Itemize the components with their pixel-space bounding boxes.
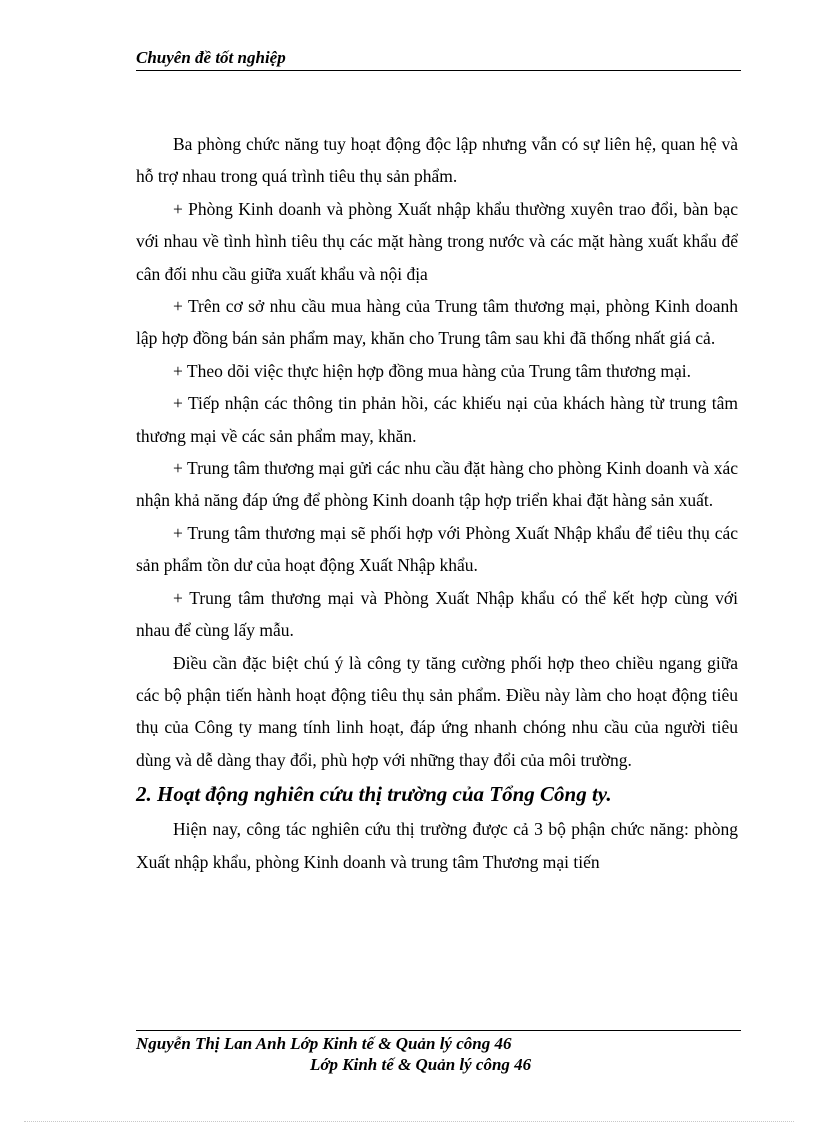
paragraph: + Theo dõi việc thực hiện hợp đồng mua hàng của Trung tâm thương mại. [173, 360, 691, 381]
paragraph: + Trên cơ sở nhu cầu mua hàng của Trung tâm thương mại, phòng Kinh doanh lập hợp đồng bán sản phẩm may, khăn cho Trung tâm sau khi đã thống nhất giá cả. [136, 296, 738, 349]
footer-class-line: Lớp Kinh tế & Quản lý công 46 [310, 1055, 532, 1074]
paragraph: + Phòng Kinh doanh và phòng Xuất nhập khẩu thường xuyên trao đổi, bàn bạc với nhau về tình hình tiêu thụ các mặt hàng trong nước và các mặt hàng xuất khẩu để cân đối nhu cầu giữa xuất khẩu và nội địa [136, 198, 738, 284]
paragraph: Hiện nay, công tác nghiên cứu thị trường được cả 3 bộ phận chức năng: phòng Xuất nhập khẩu, phòng Kinh doanh và trung tâm Thương mại tiến [136, 819, 738, 872]
paragraph: Điều cần đặc biệt chú ý là công ty tăng cường phối hợp theo chiều ngang giữa các bộ phận tiến hành hoạt động tiêu thụ sản phẩm. Điều này làm cho hoạt động tiêu thụ của Công ty mang tính linh hoạt, đáp ứng nhanh chóng nhu cầu của người tiêu dùng và dễ dàng thay đổi, phù hợp với những thay đổi của môi trường. [136, 652, 738, 770]
section-heading: 2. Hoạt động nghiên cứu thị trường của Tổng Công ty. [136, 782, 612, 807]
page-header-title: Chuyên đề tốt nghiệp [136, 48, 286, 67]
paragraph: + Tiếp nhận các thông tin phản hồi, các khiếu nại của khách hàng từ trung tâm thương mại về các sản phẩm may, khăn. [136, 393, 738, 446]
document-body [136, 128, 738, 878]
paragraph: + Trung tâm thương mại sẽ phối hợp với Phòng Xuất Nhập khẩu để tiêu thụ các sản phẩm tồn dư của hoạt động Xuất Nhập khẩu. [136, 522, 738, 576]
paragraph: Ba phòng chức năng tuy hoạt động độc lập nhưng vẫn có sự liên hệ, quan hệ và hỗ trợ nhau trong quá trình tiêu thụ sản phẩm. [136, 134, 738, 187]
footer-divider [136, 1030, 741, 1031]
paragraph: + Trung tâm thương mại và Phòng Xuất Nhập khẩu có thể kết hợp cùng với nhau để cùng lấy mẫu. [136, 587, 738, 641]
paragraph: + Trung tâm thương mại gửi các nhu cầu đặt hàng cho phòng Kinh doanh và xác nhận khả năng đáp ứng để phòng Kinh doanh tập hợp triển khai đặt hàng sản xuất. [136, 458, 738, 511]
footer-author-line: Nguyễn Thị Lan Anh Lớp Kinh tế & Quản lý công 46 [136, 1034, 512, 1053]
page-boundary [24, 1121, 794, 1122]
header-divider [136, 70, 741, 71]
